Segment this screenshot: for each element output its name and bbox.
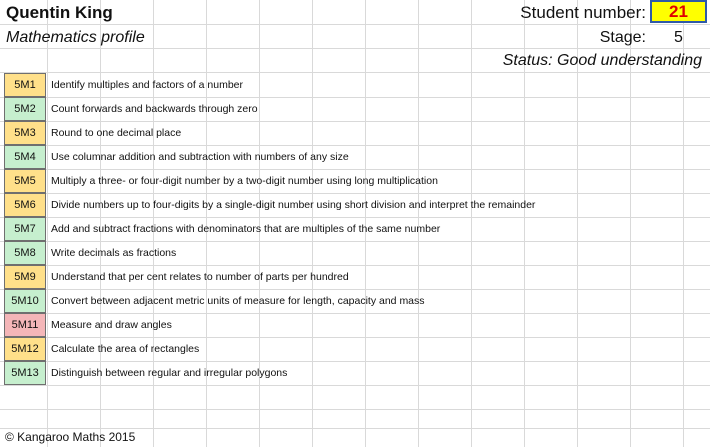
objective-row[interactable] xyxy=(4,337,710,361)
objective-code-cell[interactable]: 5M3 xyxy=(4,121,46,145)
stage-value[interactable]: 5 xyxy=(674,29,683,46)
objective-description: Round to one decimal place xyxy=(51,127,182,139)
objective-code-cell[interactable]: 5M7 xyxy=(4,217,46,241)
copyright-footer: © Kangaroo Maths 2015 xyxy=(5,430,136,444)
profile-title: Mathematics profile xyxy=(6,29,145,46)
objective-code-cell[interactable]: 5M11 xyxy=(4,313,46,337)
objective-row[interactable] xyxy=(4,361,710,385)
objective-code-cell[interactable]: 5M2 xyxy=(4,97,46,121)
objective-description: Use columnar addition and subtraction with numbers of any size xyxy=(51,151,349,163)
objective-description: Convert between adjacent metric units of measure for length, capacity and mass xyxy=(51,295,425,307)
objective-description: Distinguish between regular and irregular polygons xyxy=(51,367,288,379)
objective-description: Multiply a three- or four-digit number by a two-digit number using long multiplication xyxy=(51,175,438,187)
objective-row[interactable] xyxy=(4,193,710,217)
objective-row[interactable] xyxy=(4,145,710,169)
objective-row[interactable] xyxy=(4,121,710,145)
objective-code-cell[interactable]: 5M8 xyxy=(4,241,46,265)
objective-code-cell[interactable]: 5M13 xyxy=(4,361,46,385)
stage-label: Stage: xyxy=(599,29,646,46)
objective-code-cell[interactable]: 5M10 xyxy=(4,289,46,313)
objective-code-cell[interactable]: 5M1 xyxy=(4,73,46,97)
objective-description: Calculate the area of rectangles xyxy=(51,343,200,355)
student-number-label: Student number: xyxy=(520,3,646,22)
objective-description: Divide numbers up to four-digits by a single-digit number using short division and interpret the remainder xyxy=(51,199,536,211)
objective-description: Measure and draw angles xyxy=(51,319,172,331)
objective-row[interactable] xyxy=(4,217,710,241)
objective-row[interactable] xyxy=(4,73,710,97)
objective-description: Write decimals as fractions xyxy=(51,247,177,259)
status-text: Status: Good understanding xyxy=(502,52,702,69)
objective-code-cell[interactable]: 5M12 xyxy=(4,337,46,361)
objective-row[interactable] xyxy=(4,97,710,121)
objective-description: Understand that per cent relates to number of parts per hundred xyxy=(51,271,349,283)
objective-row[interactable] xyxy=(4,289,710,313)
objective-description: Identify multiples and factors of a number xyxy=(51,79,244,91)
objective-code-cell[interactable]: 5M5 xyxy=(4,169,46,193)
student-number-input[interactable]: 21 xyxy=(650,0,707,23)
objective-code-cell[interactable]: 5M6 xyxy=(4,193,46,217)
objective-row[interactable] xyxy=(4,241,710,265)
objective-code-cell[interactable]: 5M9 xyxy=(4,265,46,289)
objective-description: Count forwards and backwards through zero xyxy=(51,103,258,115)
student-name: Quentin King xyxy=(6,3,113,22)
objective-row[interactable] xyxy=(4,313,710,337)
objective-row[interactable] xyxy=(4,265,710,289)
objective-description: Add and subtract fractions with denominators that are multiples of the same number xyxy=(51,223,441,235)
objective-row[interactable] xyxy=(4,169,710,193)
objective-code-cell[interactable]: 5M4 xyxy=(4,145,46,169)
